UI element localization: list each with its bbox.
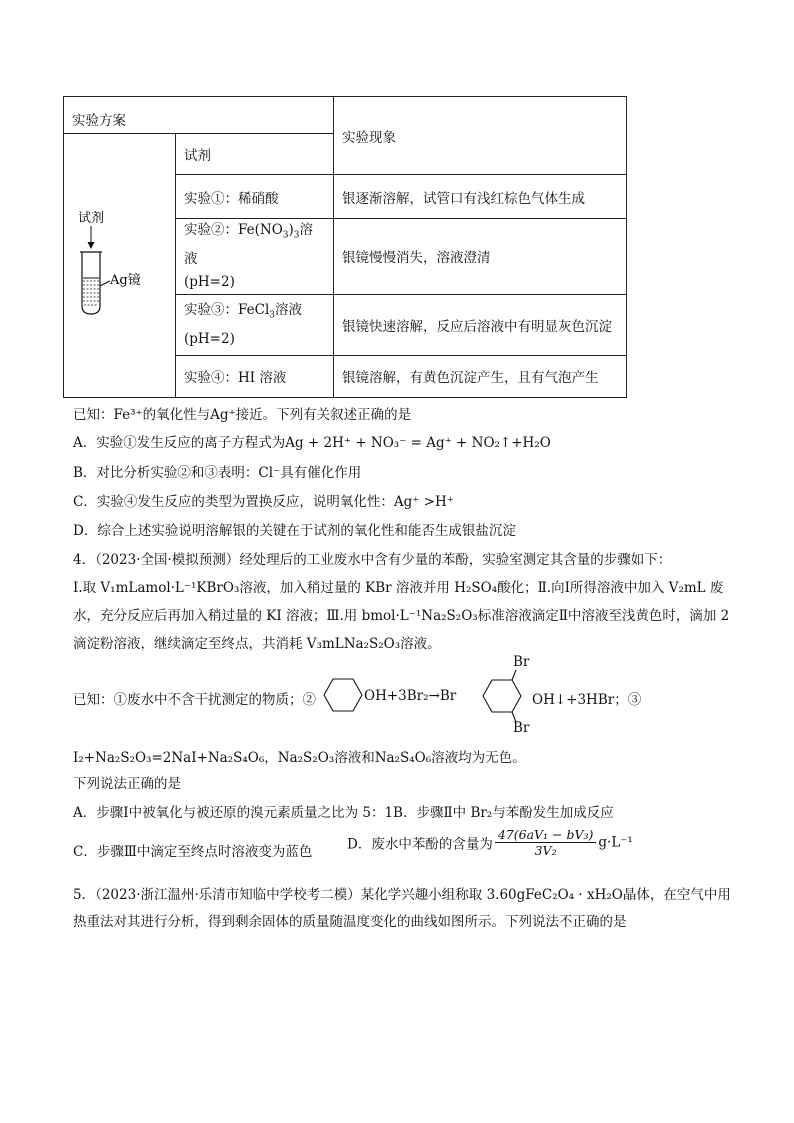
q4-option-c: C．步骤Ⅲ中滴定至终点时溶液变为蓝色 <box>73 844 313 860</box>
q5-line2: 热重法对其进行分析，得到剩余固体的质量随温度变化的曲线如图所示。下列说法不正确的是 <box>73 914 627 930</box>
q4-step-line3: 滴淀粉溶液，继续滴定至终点，共消耗 V₃mLNa₂S₂O₃溶液。 <box>73 636 441 652</box>
experiment-table <box>63 96 627 398</box>
reagent-cell: 实验③：FeCl$_3$溶液 (pH=2) <box>176 294 334 355</box>
q5-line1: 5．（2023·浙江温州·乐清市知临中学校考二模）某化学兴趣小组称取 3.60gFeC₂O₄ · xH₂O晶体，在空气中用 <box>73 887 731 903</box>
header-reagent: 试剂 <box>176 134 334 175</box>
phenomenon-cell: 银镜慢慢消失，溶液澄清 <box>334 219 627 295</box>
q4-known-line2: I₂+Na₂S₂O₃=2NaI+Na₂S₄O₆，Na₂S₂O₃溶液和Na₂S₄O₆溶液均为无色。 <box>73 750 526 766</box>
q3-option-b: B．对比分析实验②和③表明：Cl⁻具有催化作用 <box>73 465 362 481</box>
test-tube-figure-cell <box>64 134 176 398</box>
q4-known-end: OH↓+3HBr；③ <box>532 692 642 708</box>
q4-title: 4．（2023·全国·模拟预测）经处理后的工业废水中含有少量的苯酚，实验室测定其含量的步骤如下： <box>73 552 672 568</box>
q3-option-c: C．实验④发生反应的类型为置换反应，说明氧化性：Ag⁺ >H⁺ <box>73 494 454 510</box>
q3-option-a: A．实验①发生反应的离子方程式为Ag + 2H⁺ + NO₃⁻ = Ag⁺ + NO₂↑+H₂O <box>73 435 551 451</box>
q3-known: 已知：Fe³⁺的氧化性与Ag⁺接近。下列有关叙述正确的是 <box>73 407 412 423</box>
q4-step-line1: Ⅰ.取 V₁mLamol·L⁻¹KBrO₃溶液，加入稍过量的 KBr 溶液并用 H₂SO₄酸化；Ⅱ.向Ⅰ所得溶液中加入 V₂mL 废 <box>73 580 724 596</box>
q3-option-d: D．综合上述实验说明溶解银的关键在于试剂的氧化性和能否生成银盐沉淀 <box>73 523 516 539</box>
phenomenon-cell: 银镜快速溶解，反应后溶液中有明显灰色沉淀 <box>334 294 627 355</box>
figure-label-reagent: 试剂 <box>78 211 105 227</box>
reagent-cell: 实验①：稀硝酸 <box>176 175 334 219</box>
reagent-cell: 实验④：HI 溶液 <box>176 355 334 397</box>
header-scheme: 实验方案 <box>64 97 334 134</box>
br-bottom-label: Br <box>513 720 530 736</box>
q4-step-line2: 水，充分反应后再加入稍过量的 KI 溶液；Ⅲ.用 bmol·L⁻¹Na₂S₂O₃标准溶液滴定Ⅱ中溶液至浅黄色时，滴加 2 <box>73 608 730 624</box>
br-top-label: Br <box>513 654 530 670</box>
q4-ask: 下列说法正确的是 <box>73 776 181 792</box>
phenomenon-cell: 银镜溶解，有黄色沉淀产生，且有气泡产生 <box>334 355 627 397</box>
q4-known-mid: OH+3Br₂→Br <box>364 688 457 704</box>
phenomenon-cell: 银逐渐溶解，试管口有浅红棕色气体生成 <box>334 175 627 219</box>
header-phenomenon: 实验现象 <box>334 97 627 175</box>
test-tube-figure <box>72 188 167 338</box>
reagent-cell: 实验②：$Fe(NO_3)_3$溶液 (pH=2) <box>176 219 334 295</box>
q4-option-d: D．废水中苯酚的含量为 $\frac{\text{47(6aV₁ − bV₃)}}{\text{3V₂}}$ g·L⁻¹ <box>347 827 633 858</box>
figure-label-mirror: Ag镜 <box>110 273 141 289</box>
q4-options-ab: A．步骤Ⅰ中被氧化与被还原的溴元素质量之比为 5：1B．步骤Ⅱ中 Br₂与苯酚发生加成反应 <box>73 805 614 821</box>
benzene-ring-icon <box>323 676 363 714</box>
q4-known-prefix: 已知：①废水中不含干扰测定的物质；② <box>73 692 316 708</box>
